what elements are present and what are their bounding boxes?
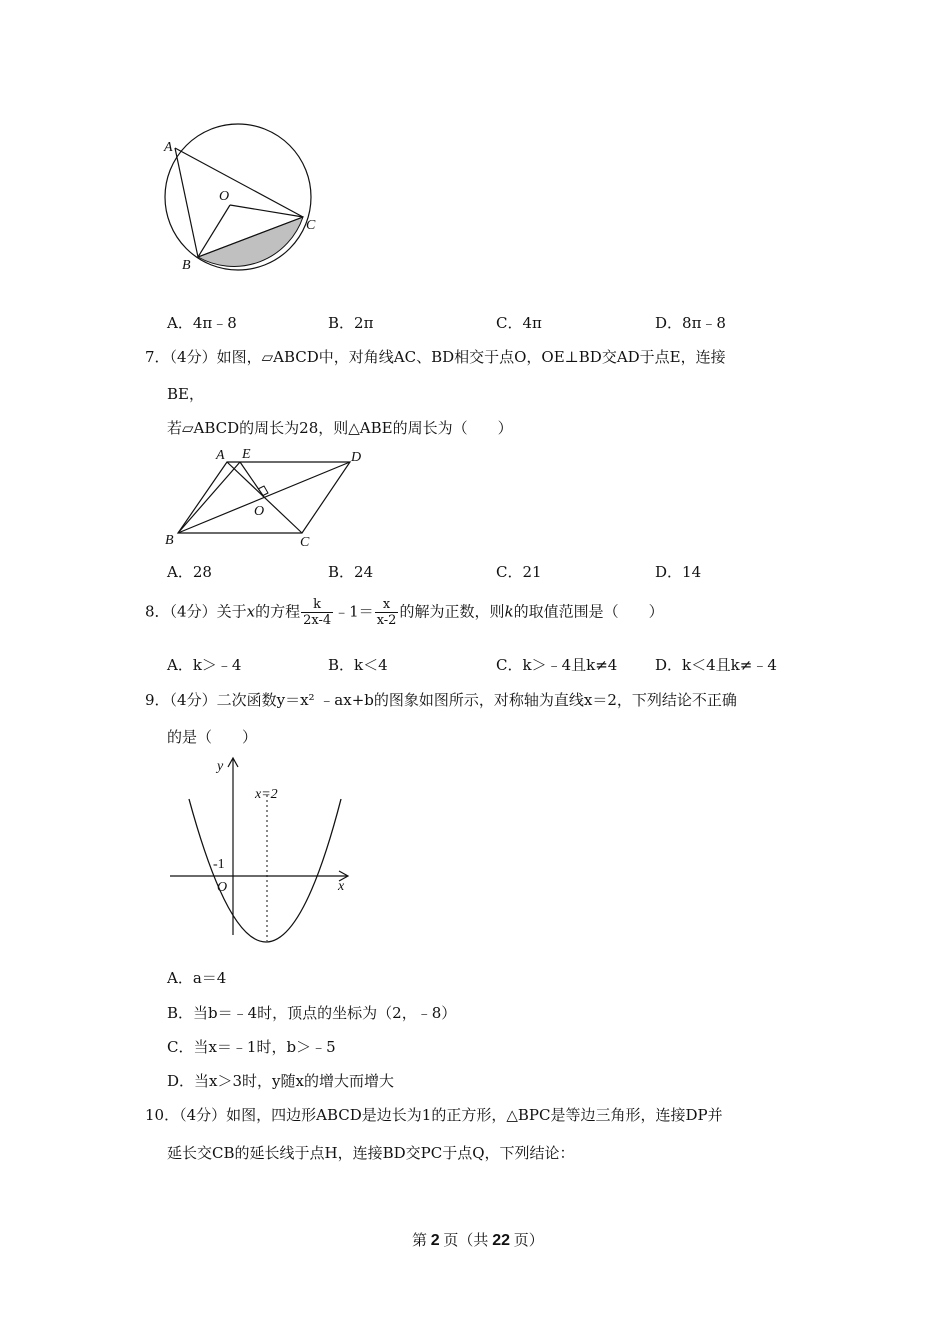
q8-fraction-1-numerator: k: [301, 597, 333, 613]
q9-label-origin: O: [217, 880, 228, 895]
footer-post: 页）: [513, 1233, 544, 1249]
q7-label-b: B: [165, 533, 174, 548]
q8-post-1: 的解为正数，则: [399, 602, 505, 621]
footer-pre: 第: [412, 1233, 428, 1249]
q8-fraction-2-denominator: x-2: [376, 613, 397, 628]
footer-mid: 页（共: [443, 1233, 489, 1249]
q10-number: 10．: [145, 1106, 180, 1124]
q7-option-d: D．14: [655, 563, 702, 581]
q7-option-a: A．28: [167, 563, 212, 581]
q9-stem-2: 的是（ ）: [167, 728, 258, 746]
q7-line1: [145, 346, 726, 367]
q7-stem-3: 若▱ABCD的周长为28，则△ABE的周长为（ ）: [167, 419, 513, 437]
q7-segment-be: [178, 462, 240, 533]
q7-score: （4分）: [169, 348, 217, 366]
q9-label-neg1: -1: [213, 857, 225, 872]
q6-option-c: C．4π: [496, 314, 542, 332]
q7-label-a: A: [216, 448, 225, 463]
q8-option-b: B．k＜4: [328, 656, 388, 674]
q6-option-b: B．2π: [328, 314, 374, 332]
page-footer: [412, 1229, 544, 1250]
q9-stem-1: 二次函数y＝x² ﹣ax+b的图象如图所示，对称轴为直线x＝2，下列结论不正确: [216, 691, 737, 709]
q9-score: （4分）: [169, 691, 217, 709]
q6-chord-ab: [175, 148, 198, 257]
q6-option-d: D．8π﹣8: [655, 314, 726, 332]
q7-segment-oe: [240, 462, 264, 497]
q6-label-c: C: [306, 218, 316, 233]
q7-option-b: B．24: [328, 563, 374, 581]
q7-parallelogram-figure: [160, 445, 375, 550]
q6-label-o: O: [219, 189, 230, 204]
q10-line1: [145, 1104, 723, 1125]
q6-circle-figure: [160, 120, 330, 280]
q8-option-d: D．k＜4且k≠﹣4: [655, 656, 777, 674]
q8-stem: [145, 597, 664, 628]
q9-label-x: x: [338, 879, 345, 894]
q7-label-e: E: [242, 447, 251, 462]
q6-option-a: A．4π﹣8: [167, 314, 237, 332]
q7-number: 7．: [145, 348, 170, 366]
q8-mid: 的方程: [255, 602, 301, 621]
footer-total-pages: 22: [492, 1232, 510, 1249]
q8-var-k: k: [504, 602, 514, 621]
q10-stem-2: 延长交CB的延长线于点H，连接BD交PC于点Q，下列结论：: [167, 1144, 575, 1162]
q9-option-b: B．当b＝﹣4时，顶点的坐标为（2，﹣8）: [167, 1004, 457, 1022]
q9-option-d: D．当x＞3时，y随x的增大而增大: [167, 1072, 394, 1090]
q6-label-a: A: [164, 140, 173, 155]
q8-fraction-2-numerator: x: [375, 597, 399, 613]
q9-label-axis: x=2: [255, 787, 278, 802]
q8-option-c: C．k＞﹣4且k≠4: [496, 656, 618, 674]
q7-stem-2: BE，: [167, 385, 204, 403]
q8-pre: 关于: [216, 602, 247, 621]
q6-label-b: B: [182, 258, 191, 273]
q8-number: 8．: [145, 602, 170, 621]
q10-score: （4分）: [179, 1106, 227, 1124]
q6-shaded-segment: [198, 217, 303, 266]
q10-stem-1: 如图，四边形ABCD是边长为1的正方形，△BPC是等边三角形，连接DP并: [226, 1106, 723, 1124]
q9-number: 9．: [145, 691, 170, 709]
q9-parabola-figure: [165, 755, 360, 945]
q7-label-c: C: [300, 535, 310, 550]
q8-var-x: x: [246, 602, 256, 621]
q8-option-a: A．k＞﹣4: [167, 656, 242, 674]
q8-post-2: 的取值范围是（ ）: [513, 602, 664, 621]
q8-fraction-1-denominator: 2x-4: [303, 613, 332, 628]
q7-label-d: D: [351, 450, 362, 465]
q9-label-y: y: [217, 759, 224, 774]
q9-option-a: A．a＝4: [167, 969, 227, 987]
q8-minus-one: ﹣1＝: [334, 602, 374, 621]
q8-score: （4分）: [169, 602, 217, 621]
q8-fraction-2: [375, 597, 399, 628]
q7-label-o: O: [254, 504, 265, 519]
q7-option-c: C．21: [496, 563, 542, 581]
q9-parabola: [189, 799, 341, 942]
q7-stem-1: 如图，▱ABCD中，对角线AC、BD相交于点O，OE⊥BD交AD于点E，连接: [216, 348, 726, 366]
q7-diagonal-bd: [178, 462, 350, 533]
footer-page-number: 2: [430, 1232, 440, 1249]
q9-option-c: C．当x＝﹣1时，b＞﹣5: [167, 1038, 336, 1056]
q9-line1: [145, 689, 737, 710]
q8-fraction-1: [301, 597, 333, 628]
